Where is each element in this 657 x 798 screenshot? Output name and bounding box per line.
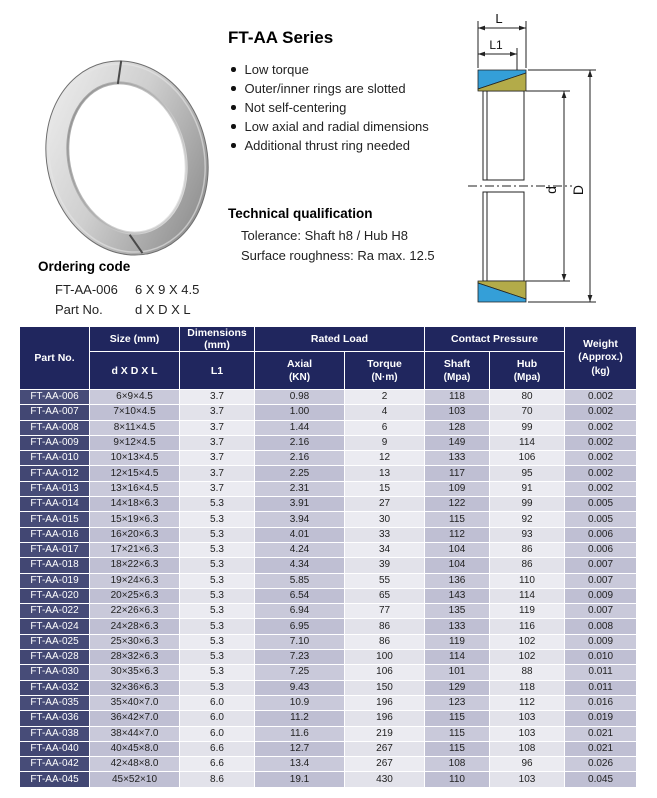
cell-torque: 196: [345, 711, 425, 726]
cell-torque: 86: [345, 635, 425, 650]
cell-weight: 0.002: [565, 390, 637, 405]
cell-axial: 9.43: [255, 681, 345, 696]
cell-part-no: FT-AA-018: [20, 558, 90, 573]
cell-size: 45×52×10: [90, 772, 180, 787]
cell-shaft: 109: [425, 482, 490, 497]
cell-axial: 6.54: [255, 589, 345, 604]
cell-axial: 13.4: [255, 757, 345, 772]
col-header-hub: [490, 352, 565, 390]
cell-weight: 0.002: [565, 466, 637, 481]
table-row: [20, 665, 637, 680]
cell-torque: 106: [345, 665, 425, 680]
cell-weight: 0.006: [565, 528, 637, 543]
table-row: [20, 528, 637, 543]
cell-torque: 267: [345, 757, 425, 772]
cell-hub: 88: [490, 665, 565, 680]
cell-part-no: FT-AA-014: [20, 497, 90, 512]
cell-weight: 0.002: [565, 421, 637, 436]
col-header-shaft: [425, 352, 490, 390]
cell-size: 42×48×8.0: [90, 757, 180, 772]
cell-weight: 0.002: [565, 451, 637, 466]
cell-hub: 99: [490, 421, 565, 436]
cell-weight: 0.002: [565, 482, 637, 497]
cell-part-no: FT-AA-040: [20, 742, 90, 757]
cell-part-no: FT-AA-012: [20, 466, 90, 481]
cell-hub: 86: [490, 543, 565, 558]
table-row: [20, 635, 637, 650]
cell-weight: 0.011: [565, 665, 637, 680]
cell-axial: 2.16: [255, 436, 345, 451]
cell-part-no: FT-AA-008: [20, 421, 90, 436]
cross-section-drawing: [452, 8, 652, 320]
col-header-size-sub: d X D X L: [90, 352, 180, 390]
col-header-part-no: Part No.: [20, 327, 90, 390]
ordering-example: [55, 280, 199, 300]
cell-size: 20×25×6.3: [90, 589, 180, 604]
cell-part-no: FT-AA-030: [20, 665, 90, 680]
cell-shaft: 115: [425, 711, 490, 726]
table-row: [20, 558, 637, 573]
cell-shaft: 104: [425, 558, 490, 573]
cell-axial: 3.91: [255, 497, 345, 512]
cell-size: 18×22×6.3: [90, 558, 180, 573]
dim-label-d: d: [543, 186, 559, 194]
cell-weight: 0.002: [565, 405, 637, 420]
cell-l1: 5.3: [180, 558, 255, 573]
table-row: [20, 574, 637, 589]
cell-torque: 65: [345, 589, 425, 604]
table-row: [20, 482, 637, 497]
cell-l1: 5.3: [180, 635, 255, 650]
cell-part-no: FT-AA-042: [20, 757, 90, 772]
cell-hub: 103: [490, 772, 565, 787]
cell-shaft: 115: [425, 512, 490, 527]
cell-torque: 100: [345, 650, 425, 665]
cell-axial: 0.98: [255, 390, 345, 405]
col-header-l1: L1: [180, 352, 255, 390]
cell-weight: 0.005: [565, 512, 637, 527]
cell-size: 24×28×6.3: [90, 619, 180, 634]
cell-hub: 70: [490, 405, 565, 420]
table-row: [20, 543, 637, 558]
cell-size: 15×19×6.3: [90, 512, 180, 527]
tolerance-ring-image: [25, 46, 230, 271]
cell-hub: 110: [490, 574, 565, 589]
cell-shaft: 110: [425, 772, 490, 787]
cell-size: 19×24×6.3: [90, 574, 180, 589]
cell-shaft: 104: [425, 543, 490, 558]
torque-unit: (N·m): [371, 371, 398, 383]
table-row: [20, 405, 637, 420]
cell-part-no: FT-AA-017: [20, 543, 90, 558]
tech-line: Tolerance: Shaft h8 / Hub H8: [241, 228, 408, 243]
table-row: [20, 466, 637, 481]
dim-label-L1: L1: [489, 38, 503, 52]
cell-hub: 114: [490, 589, 565, 604]
col-header-contact-pressure: Contact Pressure: [425, 327, 565, 352]
cell-part-no: FT-AA-036: [20, 711, 90, 726]
table-row: [20, 421, 637, 436]
list-item: [231, 79, 429, 98]
table-row: [20, 497, 637, 512]
cell-l1: 6.6: [180, 742, 255, 757]
cell-part-no: FT-AA-045: [20, 772, 90, 787]
cell-torque: 30: [345, 512, 425, 527]
cell-axial: 4.01: [255, 528, 345, 543]
weight-approx: (Approx.): [578, 352, 623, 363]
part-format: d X D X L: [135, 302, 191, 317]
cell-hub: 92: [490, 512, 565, 527]
table-row: [20, 390, 637, 405]
cell-l1: 5.3: [180, 543, 255, 558]
feature-text: Outer/inner rings are slotted: [244, 81, 406, 96]
col-header-dimensions-group: Dimensions (mm): [180, 327, 255, 352]
cell-size: 30×35×6.3: [90, 665, 180, 680]
cell-size: 16×20×6.3: [90, 528, 180, 543]
page-title: FT-AA Series: [228, 28, 334, 47]
cell-torque: 219: [345, 727, 425, 742]
cell-shaft: 123: [425, 696, 490, 711]
cell-part-no: FT-AA-024: [20, 619, 90, 634]
torque-label: Torque: [367, 357, 402, 370]
cell-axial: 3.94: [255, 512, 345, 527]
cell-size: 6×9×4.5: [90, 390, 180, 405]
ordering-format: [55, 300, 199, 320]
cell-part-no: FT-AA-007: [20, 405, 90, 420]
cell-size: 17×21×6.3: [90, 543, 180, 558]
cell-shaft: 119: [425, 635, 490, 650]
cell-axial: 11.6: [255, 727, 345, 742]
cell-hub: 116: [490, 619, 565, 634]
cell-axial: 7.25: [255, 665, 345, 680]
table-row: [20, 451, 637, 466]
cell-hub: 108: [490, 742, 565, 757]
product-photo: [25, 46, 230, 271]
cell-part-no: FT-AA-010: [20, 451, 90, 466]
table-row: [20, 772, 637, 787]
cell-l1: 5.3: [180, 528, 255, 543]
section-title: Technical qualification: [228, 206, 373, 221]
cell-weight: 0.019: [565, 711, 637, 726]
cell-torque: 13: [345, 466, 425, 481]
cell-axial: 19.1: [255, 772, 345, 787]
cell-hub: 80: [490, 390, 565, 405]
cell-l1: 3.7: [180, 482, 255, 497]
hub-unit: (Mpa): [513, 371, 541, 383]
section-title: Ordering code: [38, 259, 131, 274]
cell-torque: 86: [345, 619, 425, 634]
table-row: [20, 757, 637, 772]
cell-hub: 102: [490, 650, 565, 665]
cell-torque: 55: [345, 574, 425, 589]
cell-weight: 0.009: [565, 589, 637, 604]
cell-l1: 6.0: [180, 696, 255, 711]
cell-hub: 103: [490, 711, 565, 726]
cell-weight: 0.010: [565, 650, 637, 665]
cell-shaft: 133: [425, 451, 490, 466]
table-row: [20, 436, 637, 451]
part-no-label: Part No.: [55, 302, 103, 317]
cell-part-no: FT-AA-028: [20, 650, 90, 665]
list-item: [231, 98, 429, 117]
cell-weight: 0.009: [565, 635, 637, 650]
cell-weight: 0.002: [565, 436, 637, 451]
col-header-torque: [345, 352, 425, 390]
cell-axial: 1.44: [255, 421, 345, 436]
table-body: [20, 390, 637, 788]
cell-size: 9×12×4.5: [90, 436, 180, 451]
cell-axial: 7.23: [255, 650, 345, 665]
axial-unit: (KN): [288, 371, 311, 383]
cell-shaft: 108: [425, 757, 490, 772]
cell-part-no: FT-AA-009: [20, 436, 90, 451]
cell-torque: 4: [345, 405, 425, 420]
cell-shaft: 112: [425, 528, 490, 543]
bullet-icon: [231, 105, 236, 110]
cell-weight: 0.005: [565, 497, 637, 512]
cell-axial: 6.95: [255, 619, 345, 634]
cell-l1: 5.3: [180, 665, 255, 680]
cell-torque: 9: [345, 436, 425, 451]
dim-label-D: D: [570, 184, 586, 196]
cell-axial: 2.31: [255, 482, 345, 497]
list-item: [231, 136, 429, 155]
cell-torque: 34: [345, 543, 425, 558]
cell-weight: 0.016: [565, 696, 637, 711]
cell-weight: 0.045: [565, 772, 637, 787]
cell-torque: 77: [345, 604, 425, 619]
cell-part-no: FT-AA-020: [20, 589, 90, 604]
cell-weight: 0.007: [565, 604, 637, 619]
dimension-diagram: [452, 8, 652, 320]
spec-table: [20, 327, 637, 788]
weight-label: Weight: [583, 338, 618, 350]
cell-part-no: FT-AA-019: [20, 574, 90, 589]
cell-size: 8×11×4.5: [90, 421, 180, 436]
cell-weight: 0.008: [565, 619, 637, 634]
cell-axial: 2.25: [255, 466, 345, 481]
table-row: [20, 604, 637, 619]
cell-axial: 4.34: [255, 558, 345, 573]
cell-axial: 2.16: [255, 451, 345, 466]
cell-l1: 3.7: [180, 436, 255, 451]
cell-shaft: 129: [425, 681, 490, 696]
cell-size: 40×45×8.0: [90, 742, 180, 757]
table-row: [20, 742, 637, 757]
table-row: [20, 727, 637, 742]
feature-text: Additional thrust ring needed: [244, 138, 411, 153]
axial-label: Axial: [286, 357, 313, 370]
col-header-weight: [565, 327, 637, 390]
cell-shaft: 101: [425, 665, 490, 680]
cell-torque: 150: [345, 681, 425, 696]
weight-unit: (kg): [591, 366, 610, 377]
cell-weight: 0.026: [565, 757, 637, 772]
cell-size: 14×18×6.3: [90, 497, 180, 512]
cell-torque: 267: [345, 742, 425, 757]
cell-size: 10×13×4.5: [90, 451, 180, 466]
cell-torque: 27: [345, 497, 425, 512]
cell-size: 7×10×4.5: [90, 405, 180, 420]
cell-torque: 12: [345, 451, 425, 466]
technical-qualification: [228, 206, 435, 266]
table-row: [20, 696, 637, 711]
shaft-unit: (Mpa): [443, 371, 471, 383]
table-row: [20, 619, 637, 634]
bullet-icon: [231, 67, 236, 72]
cell-l1: 5.3: [180, 574, 255, 589]
cell-weight: 0.021: [565, 742, 637, 757]
bullet-icon: [231, 86, 236, 91]
cell-l1: 6.0: [180, 727, 255, 742]
cell-weight: 0.007: [565, 574, 637, 589]
cell-axial: 11.2: [255, 711, 345, 726]
dim-label-L: L: [495, 11, 503, 26]
feature-text: Low axial and radial dimensions: [244, 119, 429, 134]
cell-axial: 10.9: [255, 696, 345, 711]
cell-size: 13×16×4.5: [90, 482, 180, 497]
cell-l1: 5.3: [180, 589, 255, 604]
col-header-rated-load: Rated Load: [255, 327, 425, 352]
cell-hub: 91: [490, 482, 565, 497]
bullet-icon: [231, 143, 236, 148]
cell-torque: 15: [345, 482, 425, 497]
cell-l1: 3.7: [180, 405, 255, 420]
cell-shaft: 128: [425, 421, 490, 436]
cell-size: 35×40×7.0: [90, 696, 180, 711]
table-row: [20, 711, 637, 726]
cell-axial: 6.94: [255, 604, 345, 619]
cell-axial: 4.24: [255, 543, 345, 558]
feature-text: Low torque: [244, 62, 309, 77]
cell-l1: 6.0: [180, 711, 255, 726]
cell-hub: 119: [490, 604, 565, 619]
cell-part-no: FT-AA-032: [20, 681, 90, 696]
table-row: [20, 650, 637, 665]
cell-size: 36×42×7.0: [90, 711, 180, 726]
cell-hub: 118: [490, 681, 565, 696]
table-row: [20, 512, 637, 527]
cell-torque: 430: [345, 772, 425, 787]
cell-weight: 0.021: [565, 727, 637, 742]
table-row: [20, 681, 637, 696]
feature-list: [231, 60, 429, 155]
cell-hub: 103: [490, 727, 565, 742]
cell-l1: 5.3: [180, 497, 255, 512]
cell-weight: 0.006: [565, 543, 637, 558]
cell-part-no: FT-AA-025: [20, 635, 90, 650]
cell-l1: 5.3: [180, 650, 255, 665]
ordering-example-size: 6 X 9 X 4.5: [135, 282, 200, 297]
list-item: [231, 60, 429, 79]
cell-hub: 96: [490, 757, 565, 772]
cell-size: 28×32×6.3: [90, 650, 180, 665]
tech-line: Surface roughness: Ra max. 12.5: [241, 248, 435, 263]
cell-l1: 5.3: [180, 619, 255, 634]
table-row: [20, 589, 637, 604]
cell-shaft: 136: [425, 574, 490, 589]
cell-shaft: 118: [425, 390, 490, 405]
feature-text: Not self-centering: [244, 100, 347, 115]
cell-part-no: FT-AA-016: [20, 528, 90, 543]
cell-shaft: 115: [425, 727, 490, 742]
cell-size: 25×30×6.3: [90, 635, 180, 650]
hub-label: Hub: [516, 357, 538, 370]
ordering-code: [38, 259, 199, 320]
cell-hub: 106: [490, 451, 565, 466]
shaft-label: Shaft: [443, 357, 471, 370]
cell-weight: 0.007: [565, 558, 637, 573]
cell-part-no: FT-AA-038: [20, 727, 90, 742]
cell-l1: 3.7: [180, 451, 255, 466]
cell-l1: 6.6: [180, 757, 255, 772]
cell-l1: 8.6: [180, 772, 255, 787]
list-item: [231, 117, 429, 136]
cell-l1: 3.7: [180, 421, 255, 436]
cell-hub: 114: [490, 436, 565, 451]
cell-l1: 5.3: [180, 681, 255, 696]
cell-torque: 2: [345, 390, 425, 405]
cell-part-no: FT-AA-022: [20, 604, 90, 619]
cell-part-no: FT-AA-013: [20, 482, 90, 497]
cell-shaft: 135: [425, 604, 490, 619]
cell-torque: 6: [345, 421, 425, 436]
cell-shaft: 103: [425, 405, 490, 420]
cell-axial: 7.10: [255, 635, 345, 650]
cell-l1: 5.3: [180, 512, 255, 527]
cell-axial: 1.00: [255, 405, 345, 420]
cell-shaft: 117: [425, 466, 490, 481]
cell-part-no: FT-AA-006: [20, 390, 90, 405]
cell-hub: 99: [490, 497, 565, 512]
cell-l1: 3.7: [180, 390, 255, 405]
cell-part-no: FT-AA-015: [20, 512, 90, 527]
cell-axial: 12.7: [255, 742, 345, 757]
cell-hub: 95: [490, 466, 565, 481]
cell-hub: 93: [490, 528, 565, 543]
cell-size: 32×36×6.3: [90, 681, 180, 696]
col-header-size-group: Size (mm): [90, 327, 180, 352]
col-header-axial: [255, 352, 345, 390]
bullet-icon: [231, 124, 236, 129]
cell-l1: 3.7: [180, 466, 255, 481]
cell-hub: 112: [490, 696, 565, 711]
cell-shaft: 143: [425, 589, 490, 604]
cell-weight: 0.011: [565, 681, 637, 696]
cell-shaft: 133: [425, 619, 490, 634]
cell-size: 22×26×6.3: [90, 604, 180, 619]
cell-l1: 5.3: [180, 604, 255, 619]
cell-size: 38×44×7.0: [90, 727, 180, 742]
cell-shaft: 115: [425, 742, 490, 757]
ordering-example-code: FT-AA-006: [55, 282, 118, 297]
cell-size: 12×15×4.5: [90, 466, 180, 481]
cell-part-no: FT-AA-035: [20, 696, 90, 711]
cell-axial: 5.85: [255, 574, 345, 589]
cell-torque: 33: [345, 528, 425, 543]
cell-hub: 102: [490, 635, 565, 650]
cell-torque: 39: [345, 558, 425, 573]
cell-shaft: 149: [425, 436, 490, 451]
cell-hub: 86: [490, 558, 565, 573]
cell-torque: 196: [345, 696, 425, 711]
cell-shaft: 122: [425, 497, 490, 512]
cell-shaft: 114: [425, 650, 490, 665]
